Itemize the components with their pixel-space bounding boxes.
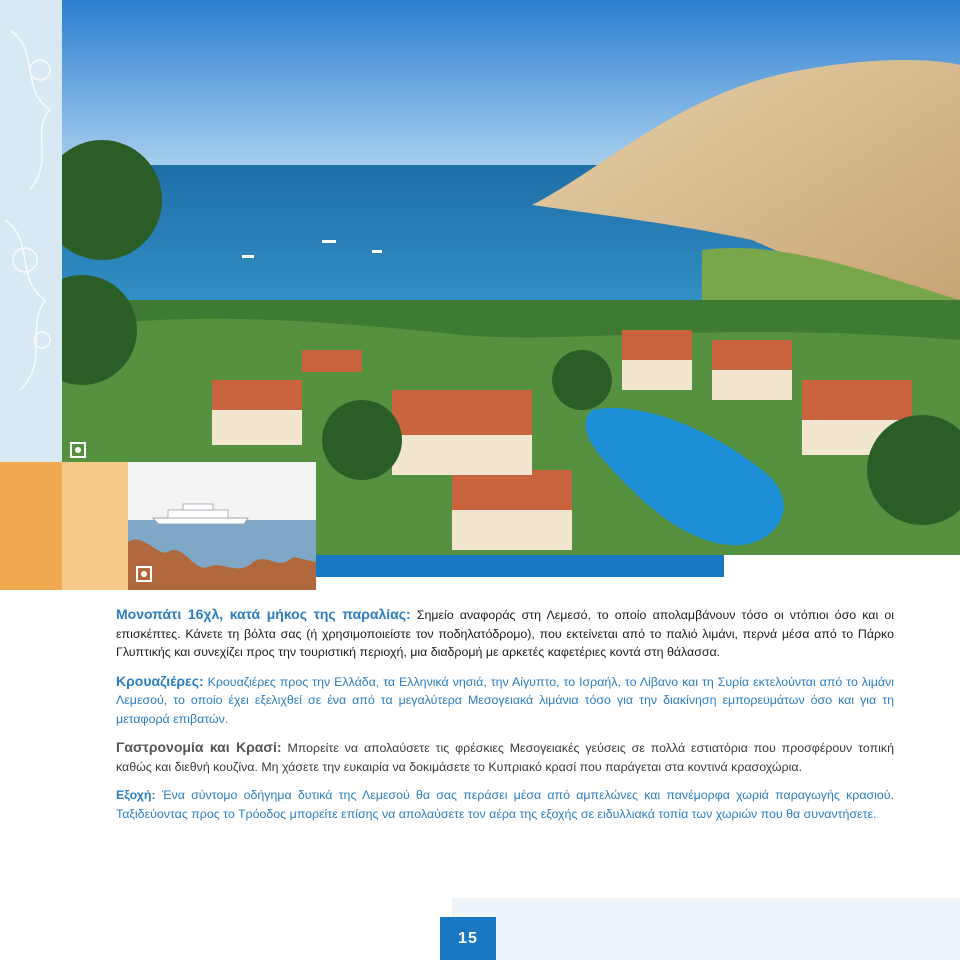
heading-gastronomy: Γαστρονομία και Κρασί:	[116, 739, 282, 755]
paragraph-countryside	[116, 786, 894, 823]
page-number: 15	[440, 917, 496, 960]
blue-accent-bar	[316, 555, 724, 577]
light-orange-accent-block	[62, 462, 128, 590]
body-countryside: Ένα σύντομο οδήγημα δυτικά της Λεμεσού θα σας περάσει μέσα από αμπελώνες και πανέμορφα χωριά παραγωγής κρασιού. Ταξιδεύοντας προς το Τρόοδος μπορείτε επίσης να απολαύσετε τον αέρα της εξοχής σε ειδυλλιακά τοπία των χωριών που θα συναντήσετε.	[116, 788, 894, 821]
heading-countryside: Εξοχή:	[116, 788, 156, 802]
paragraph-cruises	[116, 672, 894, 729]
body-coastal-path: Σημείο αναφοράς στη Λεμεσό, το οποίο απολαμβάνουν τόσο οι ντόπιοι όσο και οι επισκέπτες. Κάνετε τη βόλτα σας (ή χρησιμοποιείστε τον ποδηλατόδρομο), που εκτείνεται από το παλιό λιμάνι, περνά μέσα από το Πάρκο Γλυπτικής και συνεχίζει προς την τουριστική περιοχή, μια διαδρομή με αρκετές καφετέριες κοντά στη θάλασσα.	[116, 608, 894, 659]
footer-panel	[452, 898, 960, 960]
paragraph-coastal-path	[116, 605, 894, 662]
article-body	[116, 605, 894, 823]
floral-ornament	[0, 0, 62, 462]
heading-cruises: Κρουαζιέρες:	[116, 672, 204, 689]
camera-icon	[136, 566, 152, 582]
camera-icon	[70, 442, 86, 458]
body-gastronomy: Μπορείτε να απολαύσετε τις φρέσκιες Μεσογειακές γεύσεις σε πολλά εστιατόρια που προσφέρουν τοπική καθώς και διεθνή κουζίνα. Μη χάσετε την ευκαιρία να δοκιμάσετε το Κυπριακό κρασί που παράγεται στα κοντινά κρασοχώρια.	[116, 741, 894, 774]
cruise-ship-photo	[128, 462, 316, 590]
paragraph-gastronomy	[116, 738, 894, 776]
heading-coastal-path: Μονοπάτι 16χλ, κατά μήκος της παραλίας:	[116, 606, 411, 622]
body-cruises: Κρουαζιέρες προς την Ελλάδα, τα Ελληνικά νησιά, την Αίγυπτο, το Ισραήλ, το Λίβανο και τη Συρία εκτελούνται από το λιμάνι Λεμεσού, το οποίο έχει εξελιχθεί σε ένα από τα μεγαλύτερα Μεσογειακά λιμάνια τόσο για την διακίνηση εμπορευμάτων όσο και για τη μεταφορά επιβατών.	[116, 674, 894, 726]
decorative-side-panel	[0, 0, 62, 462]
